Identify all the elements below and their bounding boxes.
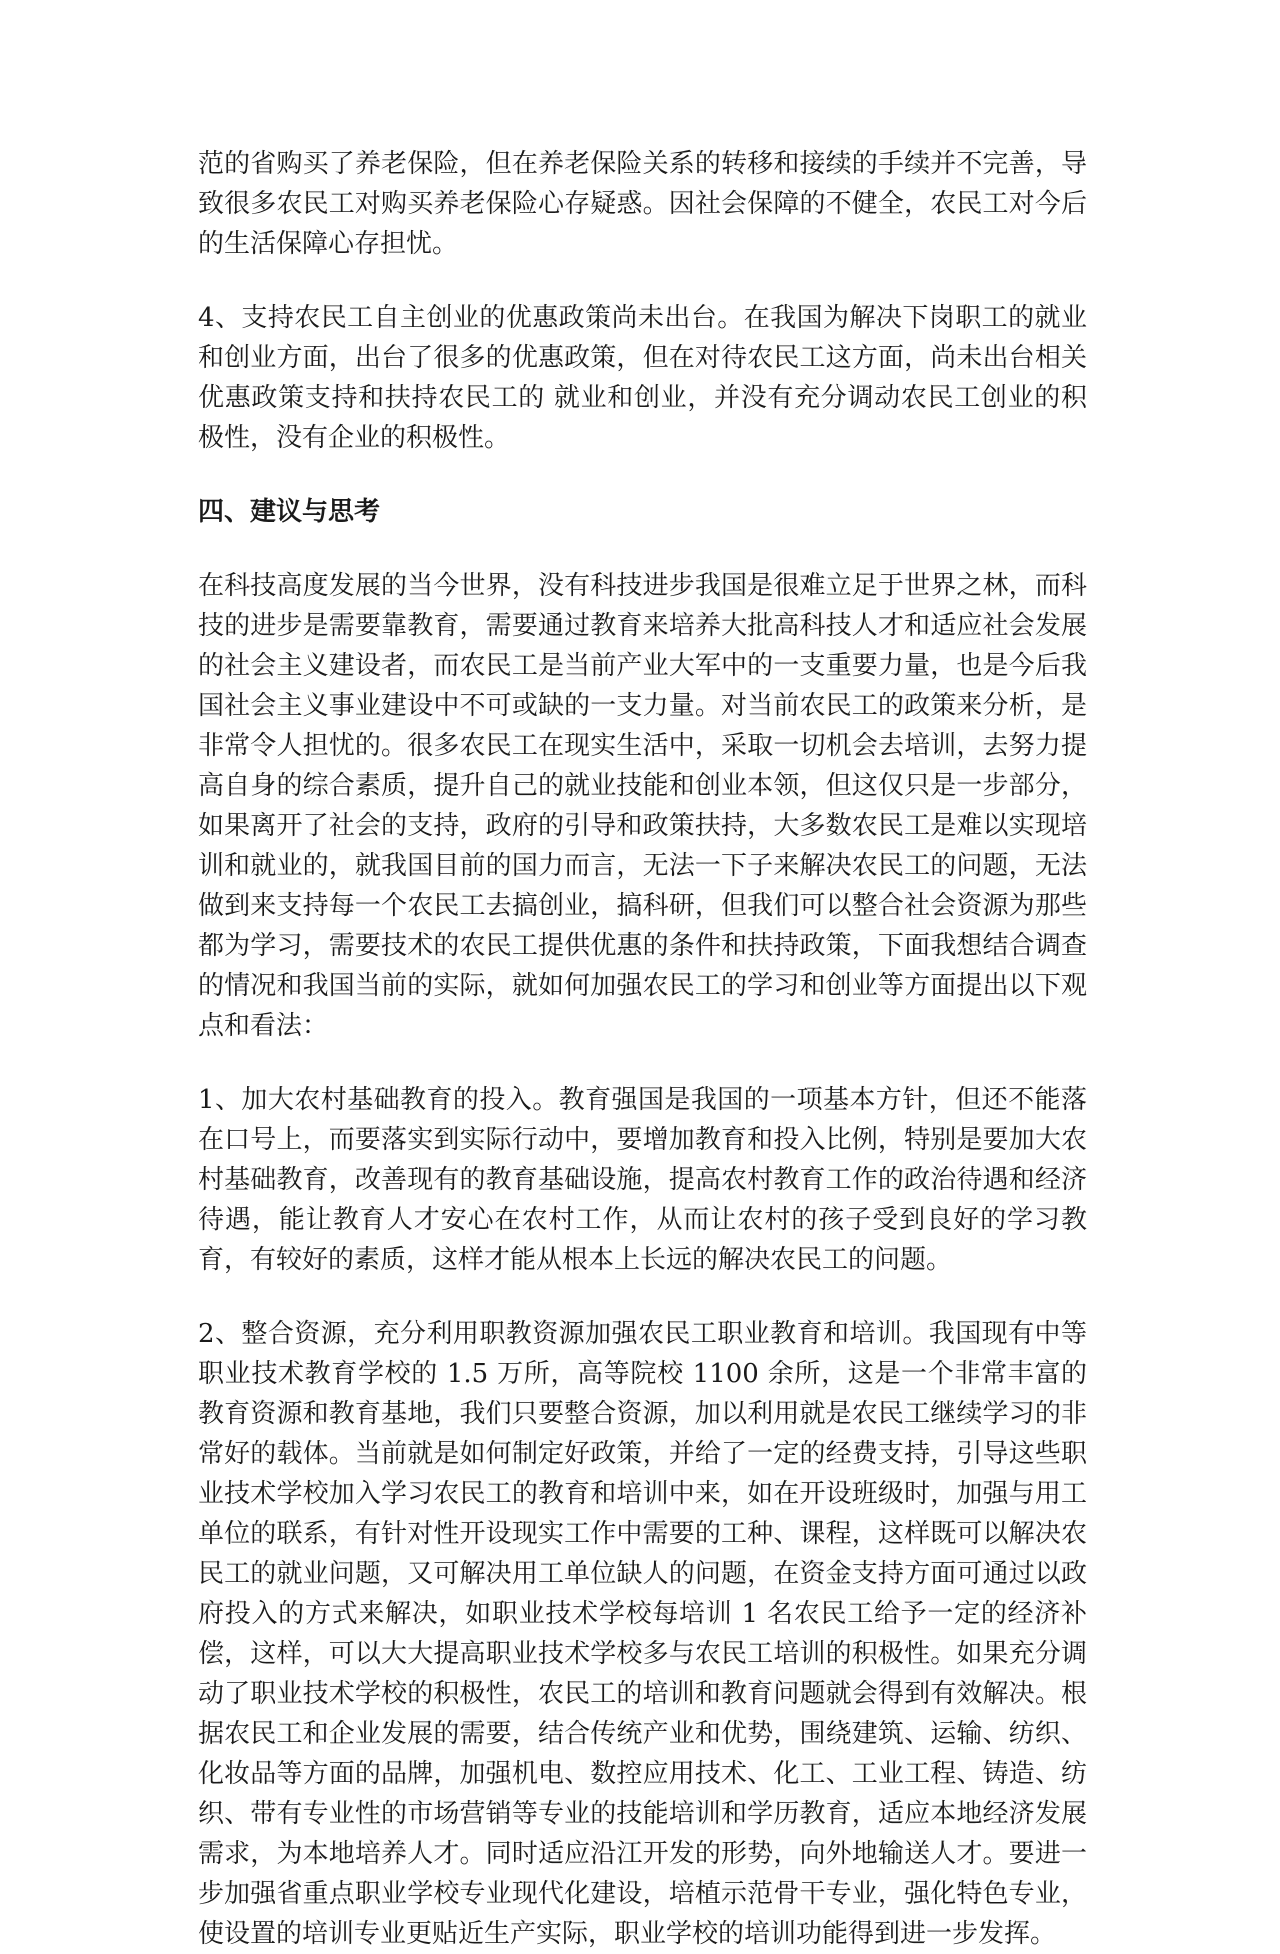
paragraph-entrepreneurship-policy: 4、支持农民工自主创业的优惠政策尚未出台。在我国为解决下岗职工的就业和创业方面，出台了很多的优惠政策，但在对待农民工这方面，尚未出台相关优惠政策支持和扶持农民工的 就业和创业，并没有充分调动农民工创业的积极性，没有企业的积极性。: [198, 303, 1087, 453]
paragraph-intro: 在科技高度发展的当今世界，没有科技进步我国是很难立足于世界之林，而科技的进步是需要靠教育，需要通过教育来培养大批高科技人才和适应社会发展的社会主义建设者，而农民工是当前产业大军中的一支重要力量，也是今后我国社会主义事业建设中不可或缺的一支力量。对当前农民工的政策来分析，是非常令人担忧的。很多农民工在现实生活中，采取一切机会去培训，去努力提高自身的综合素质，提升自己的就业技能和创业本领，但这仅只是一步部分，如果离开了社会的支持，政府的引导和政策扶持，大多数农民工是难以实现培训和就业的，就我国目前的国力而言，无法一下子来解决农民工的问题，无法做到来支持每一个农民工去搞创业，搞科研，但我们可以整合社会资源为那些都为学习，需要技术的农民工提供优惠的条件和扶持政策，下面我想结合调查的情况和我国当前的实际，就如何加强农民工的学习和创业等方面提出以下观点和看法：: [198, 571, 1087, 1041]
paragraph-rural-education: 1、加大农村基础教育的投入。教育强国是我国的一项基本方针，但还不能落在口号上，而要落实到实际行动中，要增加教育和投入比例，特别是要加大农村基础教育，改善现有的教育基础设施，提高农村教育工作的政治待遇和经济待遇，能让教育人才安心在农村工作，从而让农村的孩子受到良好的学习教育，有较好的素质，这样才能从根本上长远的解决农民工的问题。: [198, 1085, 1087, 1275]
section-heading: 四、建议与思考: [198, 497, 381, 527]
paragraph-vocational-training: 2、整合资源，充分利用职教资源加强农民工职业教育和培训。我国现有中等职业技术教育学校的 1.5 万所，高等院校 1100 余所，这是一个非常丰富的教育资源和教育基地，我们只要整合资源，加以利用就是农民工继续学习的非常好的载体。当前就是如何制定好政策，并给了一定的经费支持，引导这些职业技术学校加入学习农民工的教育和培训中来，如在开设班级时，加强与用工单位的联系，有针对性开设现实工作中需要的工种、课程，这样既可以解决农民工的就业问题，又可解决用工单位缺人的问题，在资金支持方面可通过以政府投入的方式来解决，如职业技术学校每培训 1 名农民工给予一定的经济补偿，这样，可以大大提高职业技术学校多与农民工培训的积极性。如果充分调动了职业技术学校的积极性，农民工的培训和教育问题就会得到有效解决。根据农民工和企业发展的需要，结合传统产业和优势，围绕建筑、运输、纺织、化妆品等方面的品牌，加强机电、数控应用技术、化工、工业工程、铸造、纺织、带有专业性的市场营销等专业的技能培训和学历教育，适应本地经济发展需求，为本地培养人才。同时适应沿江开发的形势，向外地输送人才。要进一步加强省重点职业学校专业现代化建设，培植示范骨干专业，强化特色专业，使设置的培训专业更贴近生产实际，职业学校的培训功能得到进一步发挥。: [198, 1319, 1087, 1949]
paragraph-social-security: 范的省购买了养老保险，但在养老保险关系的转移和接续的手续并不完善，导致很多农民工对购买养老保险心存疑惑。因社会保障的不健全，农民工对今后的生活保障心存担忧。: [198, 149, 1087, 259]
